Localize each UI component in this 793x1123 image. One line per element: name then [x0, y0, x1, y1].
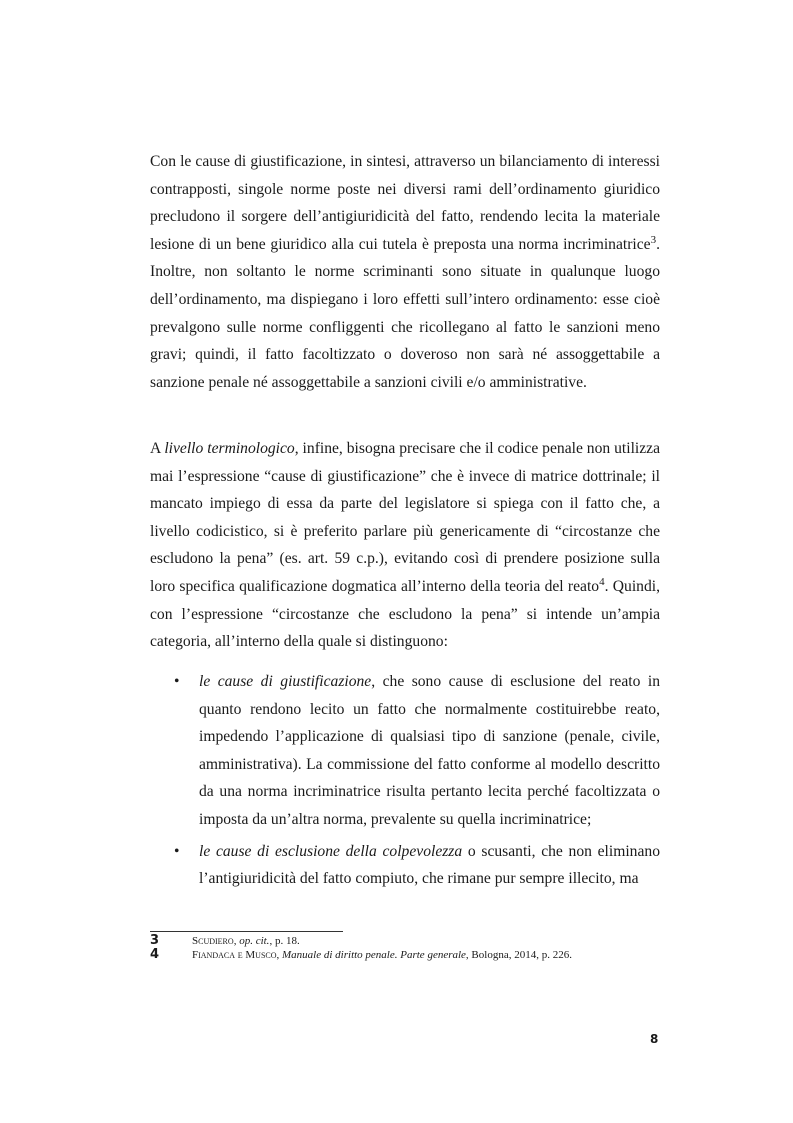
- footnote-text: [192, 948, 572, 962]
- paragraph-text: A: [150, 440, 165, 457]
- footnote-title: op. cit.: [239, 935, 270, 947]
- bullet-icon: •: [174, 673, 180, 690]
- paragraph-text: , infine, bisogna precisare che il codice penale non utilizza mai l’espressione “cause di giustificazione” che è invece di matrice dottrinale; il mancato impiego di essa da parte del legislatore si spiega con il fatto che, a livello codicistico, si è preferito parlare più genericamente di “circostanze che escludono la pena” (es. art. 59 c.p.), evitando così di prendere posizione sulla loro specifica qualificazione dogmatica all’interno della teoria del reato: [150, 440, 661, 595]
- paragraph-text: Con le cause di giustificazione, in sintesi, attraverso un bilanciamento di interessi contrapposti, singole norme poste nei diversi rami dell’ordinamento giuridico precludono il sorgere dell’antigiuridicità del fatto, rendendo lecita la materiale lesione di un bene giuridico alla cui tutela è preposta una norma incriminatrice: [150, 153, 660, 253]
- list-item-term: le cause di esclusione della colpevolezza: [199, 842, 463, 860]
- list-item: [150, 838, 660, 893]
- footnote-author: Fiandaca e Musco: [192, 949, 277, 961]
- footnote-rest: , p. 18.: [269, 935, 300, 947]
- page-number: 8: [650, 1032, 659, 1046]
- bullet-icon: •: [174, 842, 180, 860]
- footnote-author: Scudiero: [192, 935, 234, 947]
- paragraph-cause-giustificazione: [150, 148, 660, 396]
- footnote-number: 3: [150, 933, 160, 948]
- footnotes: [150, 934, 660, 962]
- list-item-text: o scusanti, che non eliminano l’antigiuridicità del fatto compiuto, che rimane pur sempre illecito, ma: [199, 842, 660, 888]
- footnote-ref-4[interactable]: 4: [599, 575, 605, 588]
- footnote-title: Manuale di diritto penale. Parte generale: [282, 949, 466, 961]
- list-item-term: le cause di giustificazione: [199, 673, 372, 690]
- list-item-text: , che sono cause di esclusione del reato in quanto rendono lecito un fatto che normalmente costituirebbe reato, impedendo l’applicazione di qualsiasi tipo di sanzione (penale, civile, amministrativa). La commissione del fatto conforme al modello descritto da una norma incriminatrice risulta pertanto lecita perché facoltizzata o imposta da un’altra norma, prevalente su quella incriminatrice;: [199, 673, 660, 828]
- paragraph-text: . Inoltre, non soltanto le norme scriminanti sono situate in qualunque luogo dell’ordinamento, ma dispiegano i loro effetti sull’intero ordinamento: esse cioè prevalgono sulle norme confliggenti che ricollegano al fatto le sanzioni meno gravi; quindi, il fatto facoltizzato o doveroso non sarà né assoggettabile a sanzione penale né assoggettabile a sanzioni civili e/o amministrative.: [150, 235, 660, 391]
- footnote-ref-3[interactable]: 3: [650, 233, 657, 246]
- footnote-separator-text: ,: [276, 949, 283, 961]
- footnote-text: [192, 934, 300, 948]
- footnote-3: [150, 934, 660, 948]
- paragraph-livello-terminologico: [150, 435, 660, 656]
- footnote-separator-text: ,: [233, 935, 240, 947]
- footnote-4: [150, 948, 660, 962]
- footnote-rest: , Bologna, 2014, p. 226.: [465, 949, 572, 961]
- footnote-number: 4: [150, 947, 160, 962]
- list-item: [150, 668, 660, 834]
- emphasis-text: livello terminologico: [164, 440, 295, 457]
- paragraph-text: . Quindi, con l’espressione “circostanze che escludono la pena” si intende un’ampia categoria, all’interno della quale si distinguono:: [150, 577, 660, 651]
- footnote-separator: [150, 931, 343, 932]
- bullet-list: [150, 668, 660, 897]
